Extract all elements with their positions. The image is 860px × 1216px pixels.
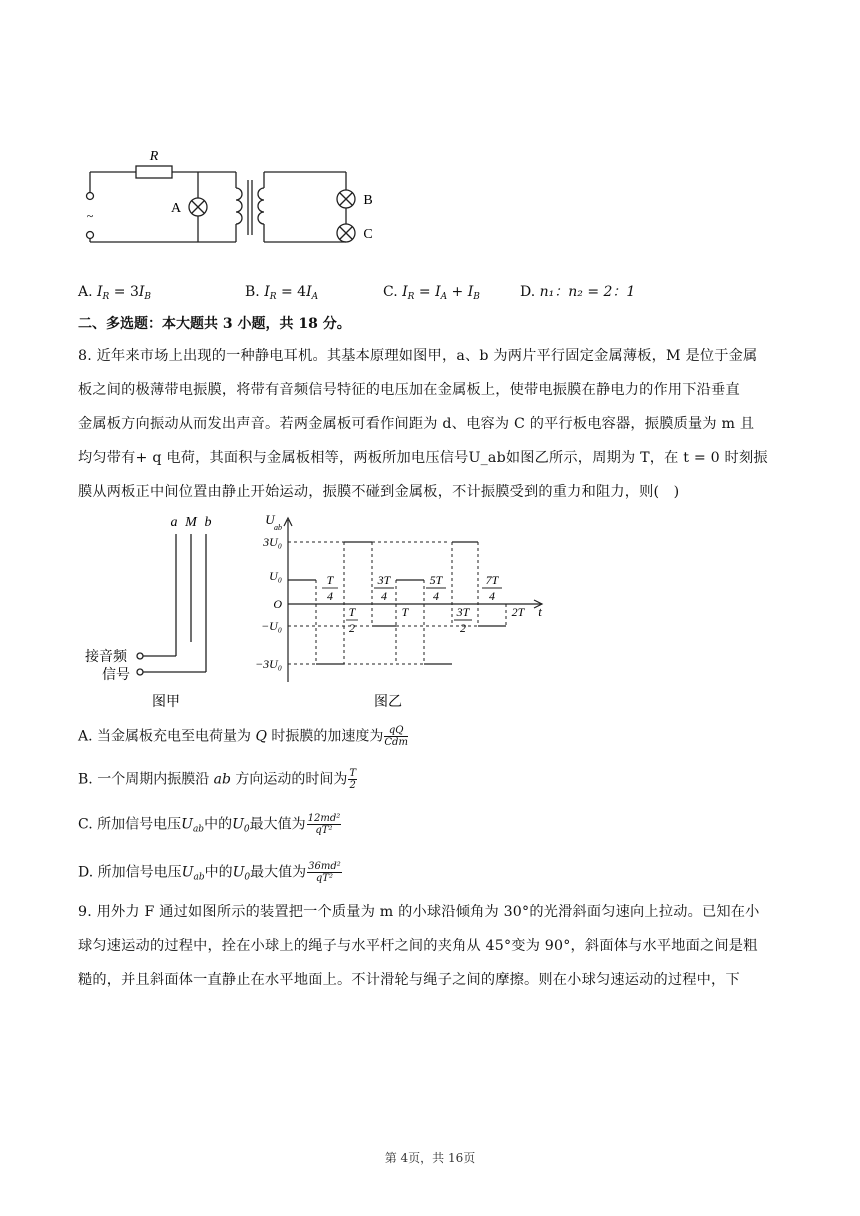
page-footer: 第 4页，共 16页 (384, 1151, 476, 1165)
x-tick-3t-2-den: 2 (460, 621, 466, 635)
origin-label: O (273, 597, 282, 611)
q7-option-b: B. $I_R = 4I_A$ (245, 284, 319, 302)
q8-line-4: 均匀带有+ q 电荷，其面积与金属板相等，两板所加电压信号U_ab如图乙所示，周期为 T，在 t = 0 时刻振 (78, 450, 768, 466)
audio-signal-label-2: 信号 (102, 668, 130, 683)
q8-line-1: 8. 近年来市场上出现的一种静电耳机。其基本原理如图甲，a、b 为两片平行固定金属薄板，M 是位于金属 (78, 348, 758, 364)
x-tick-t-4-den: 4 (327, 589, 333, 603)
ac-source-symbol: ~ (86, 209, 94, 223)
transformer-circuit-diagram (78, 140, 378, 250)
x-tick-2t: 2T (511, 605, 525, 619)
x-tick-t: T (401, 605, 409, 619)
figure-yi-voltage-waveform (248, 510, 558, 715)
t-axis-label: t (538, 604, 542, 619)
plate-b-label: b (204, 515, 212, 530)
x-tick-7t-4-num: 7T (485, 573, 499, 587)
plate-a-label: a (170, 515, 178, 530)
q9-line-1: 9. 用外力 F 通过如图所示的装置把一个质量为 m 的小球沿倾角为 30°的光滑斜面匀速向上拉动。已知在小 (78, 904, 760, 920)
q7-option-a: A. $I_R = 3I_B$ (78, 284, 152, 302)
q8-line-3: 金属板方向振动从而发出声音。若两金属板可看作间距为 d、电容为 C 的平行板电容器，振膜质量为 m 且 (78, 416, 755, 432)
q8-option-c: C. 所加信号电压$U_{ab}$中的$U_0$最大值为 $\frac{\text{12md²}}{\text{qT²}}$ (78, 813, 341, 836)
figure-jia-electrostatic-earphone (78, 510, 228, 715)
q7-option-c: C. $I_R = I_A + I_B$ (383, 284, 480, 302)
x-tick-5t-4-num: 5T (429, 573, 443, 587)
question-8-text (78, 339, 784, 509)
resistor-label: R (149, 149, 159, 164)
x-tick-t-2-den: 2 (349, 621, 355, 635)
question-9-text (78, 895, 784, 997)
lamp-b-label: B (363, 193, 373, 208)
q9-line-2: 球匀速运动的过程中，拴在小球上的绳子与水平杆之间的夹角从 45°变为 90°，斜面体与水平地面之间是粗 (78, 938, 758, 954)
figure-yi-caption: 图乙 (374, 695, 402, 710)
y-tick-u0: U₀ (269, 569, 282, 583)
y-axis-label: U (265, 512, 275, 527)
q8-option-b: B. 一个周期内振膜沿 ab 方向运动的时间为 $\frac{T}{2}$ (78, 768, 357, 791)
q9-line-3: 糙的，并且斜面体一直静止在水平地面上。不计滑轮与绳子之间的摩擦。则在小球匀速运动的过程中，下 (78, 972, 740, 988)
x-tick-3t-2-num: 3T (456, 605, 470, 619)
q8-option-a: A. 当金属板充电至电荷量为 Q 时振膜的加速度为 $\frac{qQ}{\text{Cdm}}$ (78, 725, 408, 748)
membrane-m-label: M (185, 515, 197, 530)
x-tick-t-2-num: T (348, 605, 356, 619)
figure-jia-caption: 图甲 (152, 695, 180, 710)
q8-option-d: D. 所加信号电压$U_{ab}$中的$U_0$最大值为 $\frac{\text{36md²}}{\text{qT²}}$ (78, 861, 341, 884)
x-tick-t-4-num: T (326, 573, 334, 587)
x-tick-3t-4-den: 4 (381, 589, 387, 603)
x-tick-5t-4-den: 4 (433, 589, 439, 603)
y-tick-neg-3u0: −3U₀ (255, 657, 282, 671)
y-tick-3u0: 3U₀ (263, 535, 282, 549)
lamp-a-label: A (170, 201, 182, 216)
y-tick-neg-u0: −U₀ (261, 619, 282, 633)
q8-line-2: 板之间的极薄带电振膜，将带有音频信号特征的电压加在金属板上，使带电振膜在静电力的作用下沿垂直 (78, 382, 740, 398)
y-axis-label-sub: ab (274, 523, 282, 532)
x-tick-3t-4-num: 3T (377, 573, 391, 587)
x-tick-7t-4-den: 4 (489, 589, 495, 603)
section-heading-multiple-choice: 二、多选题：本大题共 3 小题，共 18 分。 (78, 316, 351, 332)
q8-line-5: 膜从两板正中间位置由静止开始运动，振膜不碰到金属板，不计振膜受到的重力和阻力，则( ) (78, 484, 680, 500)
lamp-c-label: C (363, 227, 373, 242)
audio-signal-label-1: 接音频 (85, 650, 127, 665)
q7-option-d: D. n₁：n₂ = 2：1 (520, 284, 636, 300)
